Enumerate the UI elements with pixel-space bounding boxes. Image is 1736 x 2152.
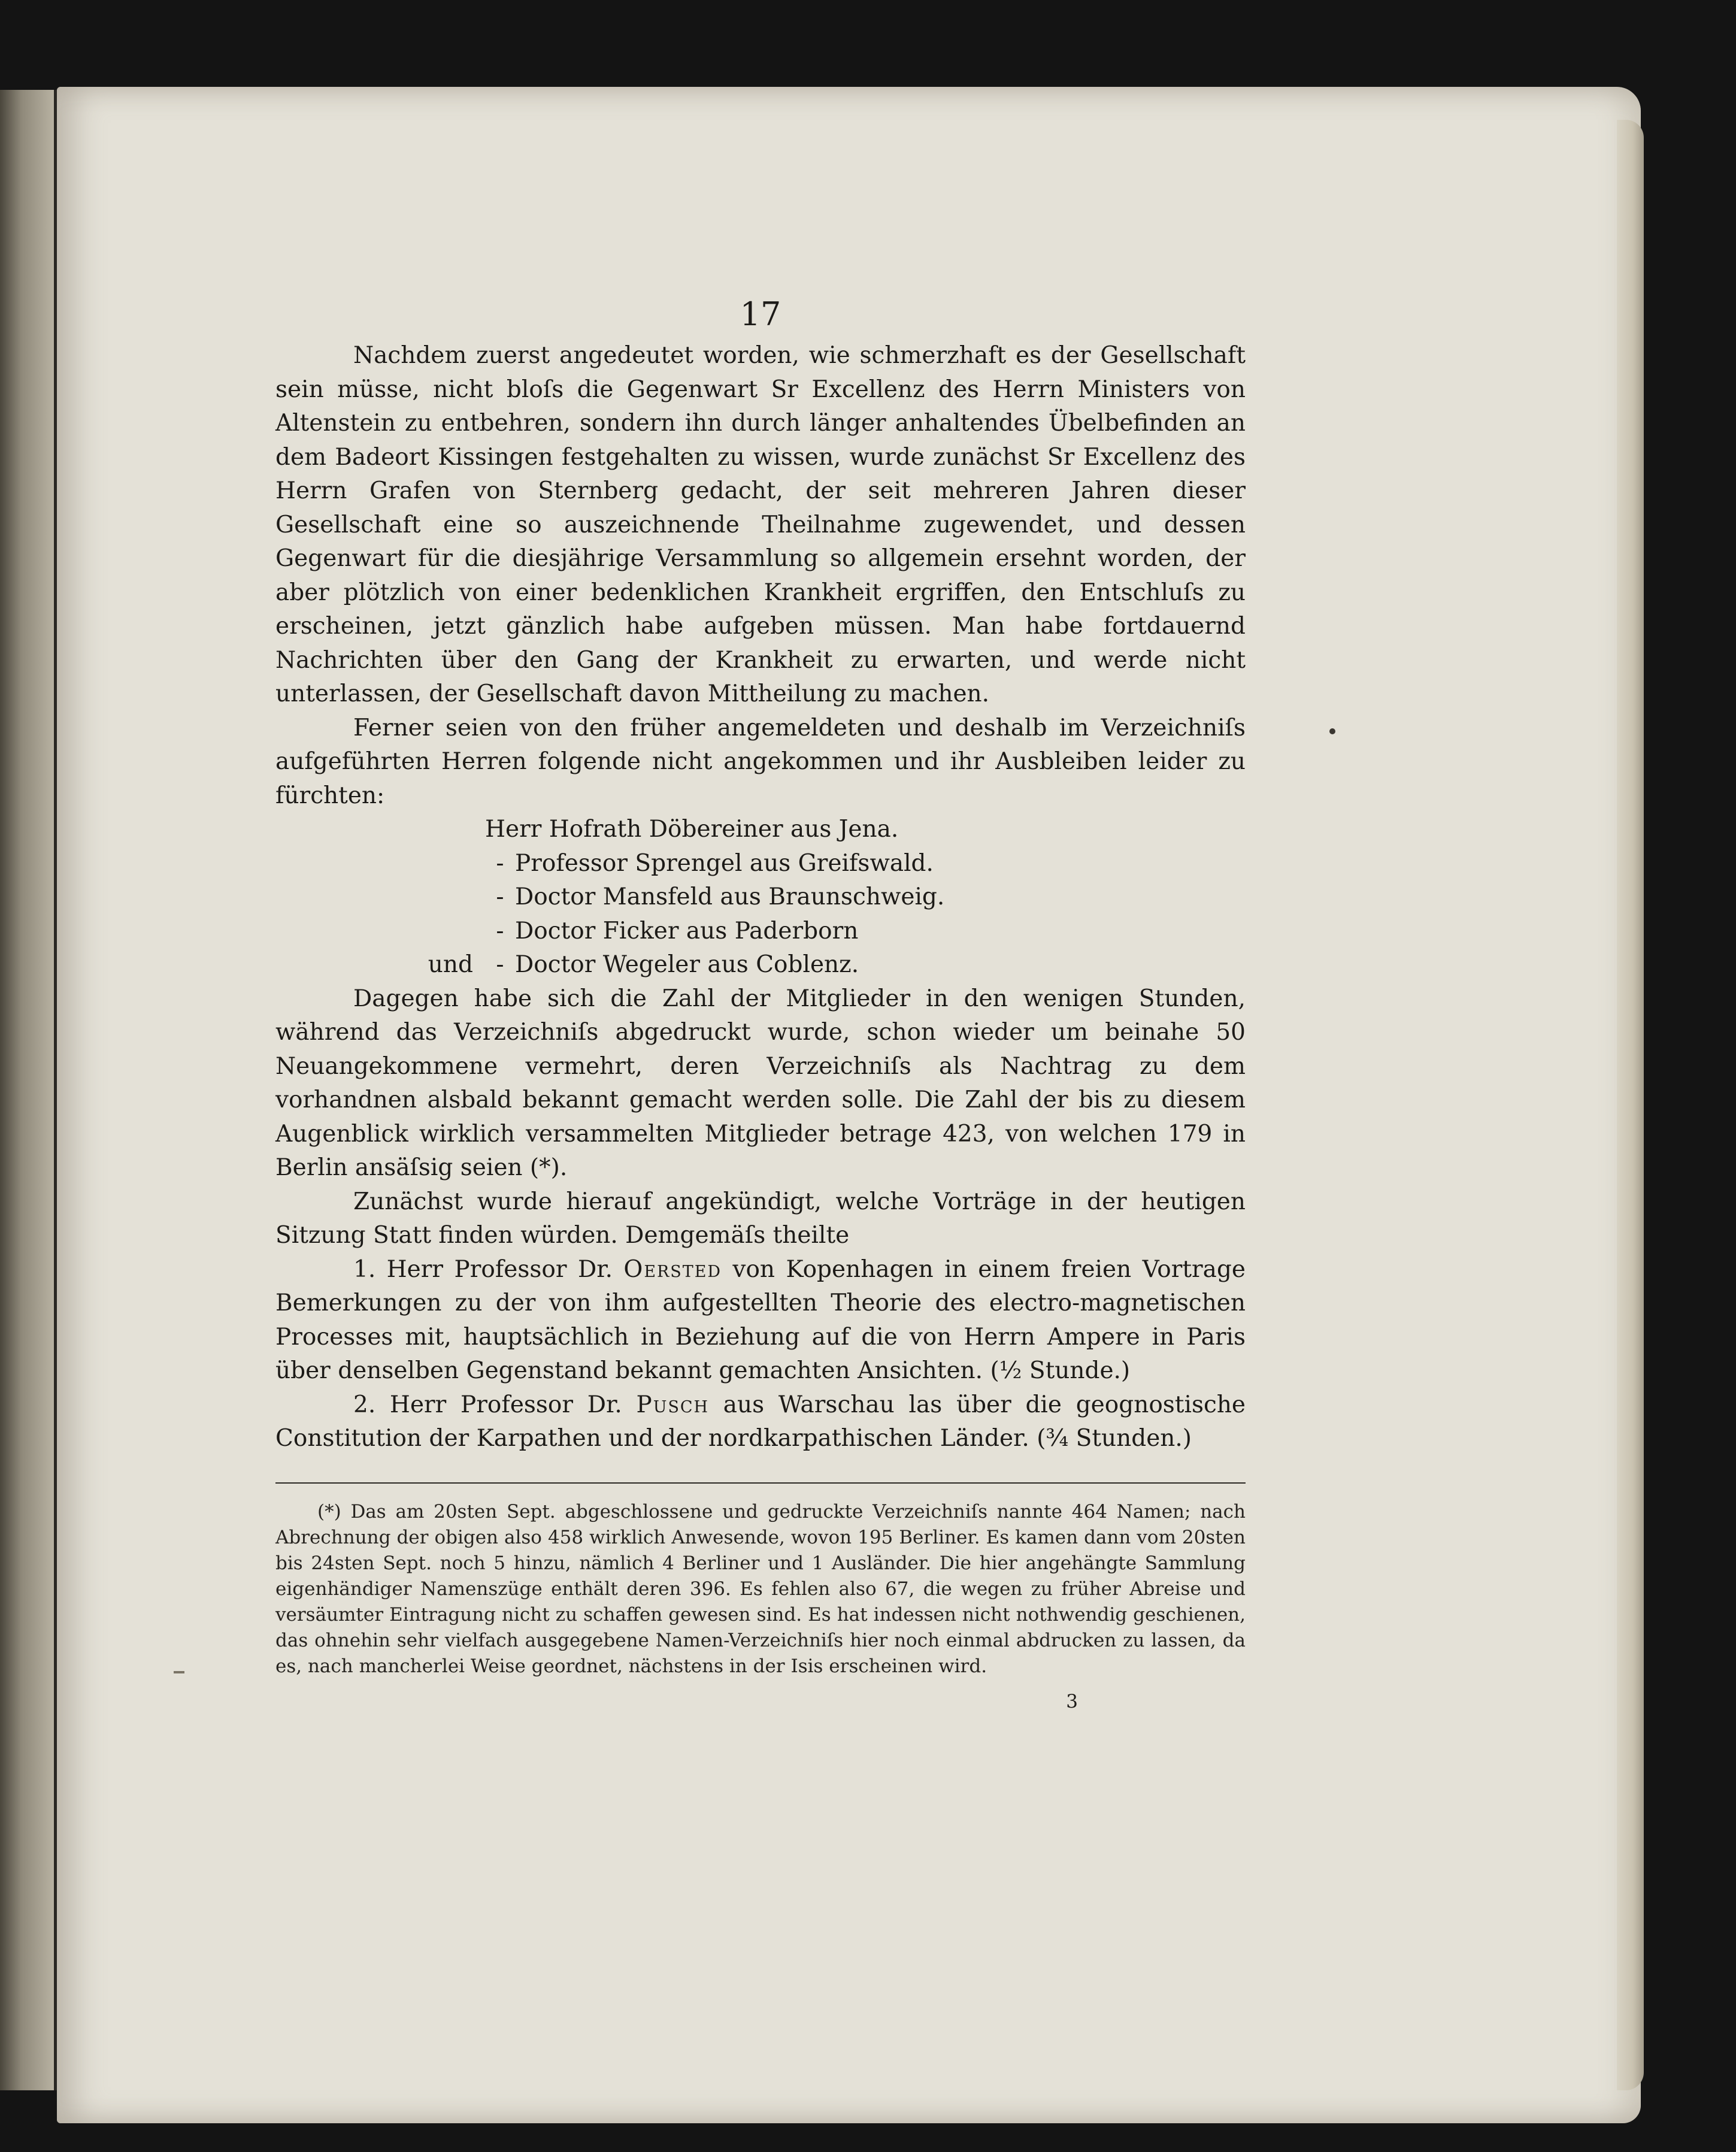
facing-page-edge bbox=[0, 90, 57, 2090]
absent-members-list bbox=[275, 813, 1246, 982]
talk-duration: (½ Stunde.) bbox=[990, 1357, 1131, 1384]
paragraph-absent: Ferner seien von den früher angemeldeten und deshalb im Verzeichniſs aufgeführten Herren folgende nicht angekommen und ihr Ausbleiben leider zu fürchten: bbox=[275, 714, 1246, 809]
footnote-divider bbox=[275, 1482, 1246, 1484]
list-item: - Doctor Ficker aus Paderborn bbox=[496, 917, 859, 945]
talk-item-1: 1. Herr Professor Dr. Oersted von Kopenhagen in einem freien Vortrage Bemerkungen zu der von ihm aufgestellten Theorie des electro-magnetischen Processes mit, hauptsächlich in Beziehung auf die von Herrn Ampere in Paris über denselben Gegenstand bekannt gemachten Ansichten. (½ Stunde.) bbox=[275, 1255, 1246, 1384]
margin-mark bbox=[174, 1671, 184, 1673]
speaker-name: Oersted bbox=[623, 1255, 722, 1283]
footnote: (*) Das am 20sten Sept. abgeschlossene und gedruckte Verzeichniſs nannte 464 Namen; nach Abrechnung der obigen also 458 wirklich Anwesende, wovon 195 Berliner. Es kamen dann vom 20sten bis 24sten Sept. noch 5 hinzu, nämlich 4 Berliner und 1 Ausländer. Die hier angehängte Sammlung eigenhändiger Namenszüge enthält deren 396. Es fehlen also 67, die wegen zu früher Abreise und versäumter Eintragung nicht zu schaffen gewesen sind. Es hat indessen nicht nothwendig geschienen, das ohnehin sehr vielfach ausgegebene Namen-Verzeichniſs hier noch einmal abdrucken zu lassen, da es, nach mancherlei Weise geordnet, nächstens in der Isis erscheinen wird. bbox=[275, 1500, 1246, 1677]
signature-mark: 3 bbox=[1066, 1690, 1078, 1712]
page-stack-edge bbox=[1617, 120, 1644, 2090]
page-number: 17 bbox=[740, 295, 781, 333]
paragraph-intro: Nachdem zuerst angedeutet worden, wie schmerzhaft es der Gesellschaft sein müsse, nicht bloſs die Gegenwart Sr Excellenz des Herrn Ministers von Altenstein zu entbehren, sondern ihn durch länger anhaltendes Übelbefinden an dem Badeort Kissingen festgehalten zu wissen, wurde zunächst Sr Excellenz des Herrn Grafen von Sternberg gedacht, der seit mehreren Jahren dieser Gesellschaft eine so auszeichnende Theilnahme zugewendet, und dessen Gegenwart für die diesjährige Versammlung so allgemein ersehnt worden, der aber plötzlich von einer bedenklichen Krankheit ergriffen, den Entschluſs zu erscheinen, jetzt gänzlich habe aufgeben müssen. Man habe fortdauernd Nachrichten über den Gang der Krankheit zu erwarten, und werde nicht unterlassen, der Gesellschaft davon Mittheilung zu machen. bbox=[275, 342, 1246, 707]
paragraph-announce: Zunächst wurde hierauf angekündigt, welche Vorträge in der heutigen Sitzung Statt finden würden. Demgemäſs theilte bbox=[275, 1188, 1246, 1249]
list-item: - Doctor Mansfeld aus Braunschweig. bbox=[496, 883, 945, 910]
speaker-name: Pusch bbox=[636, 1391, 709, 1418]
ink-spot bbox=[1329, 728, 1335, 734]
list-item: und - Doctor Wegeler aus Coblenz. bbox=[428, 951, 859, 978]
list-item: Herr Hofrath Döbereiner aus Jena. bbox=[485, 816, 899, 843]
paragraph-members: Dagegen habe sich die Zahl der Mitglieder in den wenigen Stunden, während das Verzeichniſs abgedruckt wurde, schon wieder um beinahe 50 Neuangekommene vermehrt, deren Verzeichniſs als Nachtrag zu dem vorhandnen alsbald bekannt gemacht werden solle. Die Zahl der bis zu diesem Augenblick wirklich versammelten Mitglieder betrage 423, von welchen 179 in Berlin ansäſsig seien (*). bbox=[275, 985, 1246, 1181]
page-content bbox=[275, 293, 1246, 1717]
talk-duration: (¾ Stunden.) bbox=[1037, 1425, 1192, 1452]
list-item: - Professor Sprengel aus Greifswald. bbox=[496, 849, 934, 877]
talk-item-2: 2. Herr Professor Dr. Pusch aus Warschau las über die geognostische Constitution der Karpathen und der nordkarpathischen Länder. (¾ Stunden.) bbox=[275, 1391, 1246, 1452]
